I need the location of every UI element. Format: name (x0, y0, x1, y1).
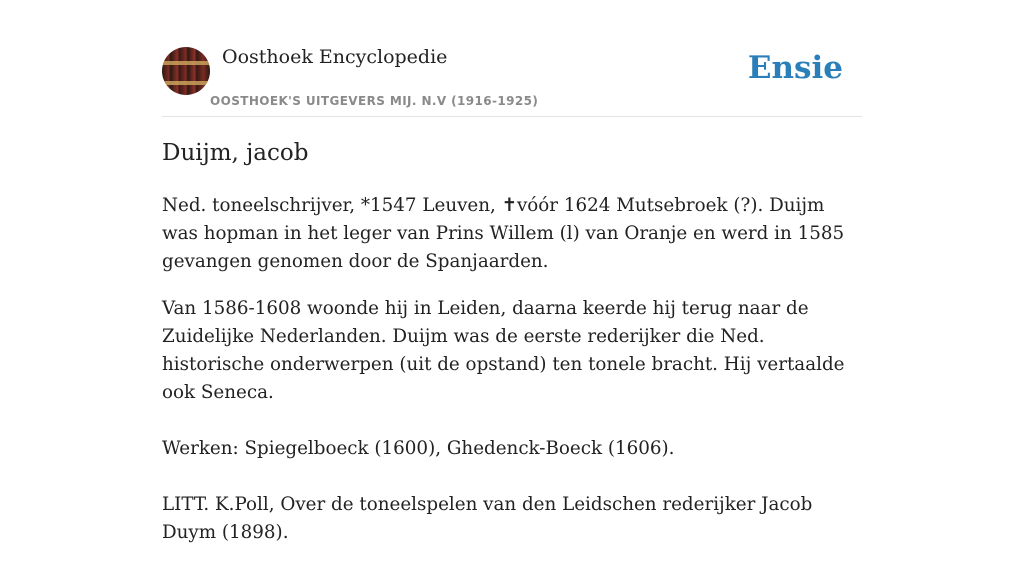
encyclopedia-books-logo[interactable] (162, 47, 210, 95)
literature-paragraph: LITT. K.Poll, Over de toneelspelen van den Leidschen rederijker Jacob Duym (1898). (162, 494, 813, 543)
site-name[interactable]: Oosthoek Encyclopedie (222, 46, 448, 68)
works-paragraph: Werken: Spiegelboeck (1600), Ghedenck-Boeck (1606). (162, 438, 675, 459)
article-body (162, 192, 862, 566)
publisher-label: OOSTHOEK'S UITGEVERS MIJ. N.V (1916-1925) (210, 94, 539, 108)
site-header (162, 40, 862, 117)
article-paragraph: Ned. toneelschrijver, *1547 Leuven, ✝vóór 1624 Mutsebroek (?). Duijm was hopman in het leger van Prins Willem (l) van Oranje en werd in 1585 gevangen genomen door de Spanjaarden. (162, 195, 845, 272)
article-title: Duijm, jacob (162, 140, 309, 166)
article-paragraph: Van 1586-1608 woonde hij in Leiden, daarna keerde hij terug naar de Zuidelijke Nederlanden. Duijm was de eerste rederijker die Ned. historische onderwerpen (uit de opstand) ten tonele bracht. Hij vertaalde ook Seneca. (162, 298, 845, 403)
ensie-brand-link[interactable]: Ensie (747, 50, 843, 86)
